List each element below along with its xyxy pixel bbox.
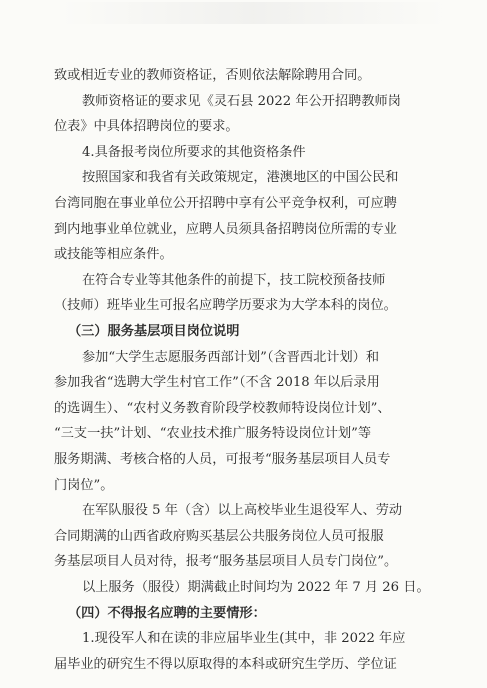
text-line: 或技能等相应条件。: [54, 247, 173, 263]
text-line: 按照国家和我省有关政策规定，港澳地区的中国公民和: [82, 170, 399, 186]
text-line: “三支一扶”计划、“农业技术推广服务特设岗位计划”等: [54, 426, 372, 442]
text-line: 教师资格证的要求见《灵石县 2022 年公开招聘教师岗: [82, 93, 401, 109]
section-heading: （四）不得报名应聘的主要情形：: [68, 605, 266, 621]
text-line: 在军队服役 5 年（含）以上高校毕业生退役军人、劳动: [82, 503, 403, 519]
text-line: 台湾同胞在事业单位公开招聘中享有公平竞争权利，可应聘: [54, 196, 397, 211]
text-line: 1.现役军人和在读的非应届毕业生(其中，非 2022 年应: [82, 631, 406, 647]
subsection-heading: 4.具备报考岗位所要求的其他资格条件: [82, 144, 306, 160]
text-line: 届毕业的研究生不得以原取得的本科或研究生学历、学位证: [54, 656, 397, 672]
text-line: （技师）班毕业生可报名应聘学历要求为大学本科的岗位。: [54, 298, 397, 314]
text-line: 门岗位”。: [54, 477, 114, 493]
text-line: 参加我省“选聘大学生村官工作”（不含 2018 年以后录用: [54, 375, 380, 391]
text-line: 合同期满的山西省政府购买基层公共服务岗位人员可报服: [54, 528, 384, 544]
text-line: 务基层项目人员对待，报考“服务基层项目人员专门岗位”。: [54, 554, 398, 570]
section-heading: （三）服务基层项目岗位说明: [68, 324, 240, 339]
text-line: 以上服务（服役）期满截止时间均为 2022 年 7 月 26 日。: [82, 580, 430, 595]
text-line: 到内地事业单位就业，应聘人员须具备招聘岗位所需的专业: [54, 221, 397, 237]
scan-artifact: [60, 2, 447, 24]
text-line: 服务期满、考核合格的人员，可报考“服务基层项目人员专: [54, 452, 391, 467]
text-line: 参加“大学生志愿服务西部计划”（含晋西北计划）和: [82, 349, 380, 365]
text-line: 致或相近专业的教师资格证，否则依法解除聘用合同。: [54, 68, 371, 83]
text-line: 位表》中具体招聘岗位的要求。: [54, 119, 239, 135]
text-line: 在符合专业等其他条件的前提下，技工院校预备技师: [82, 272, 386, 288]
text-line: 的选调生）、“农村义务教育阶段学校教师特设岗位计划”、: [54, 400, 391, 416]
